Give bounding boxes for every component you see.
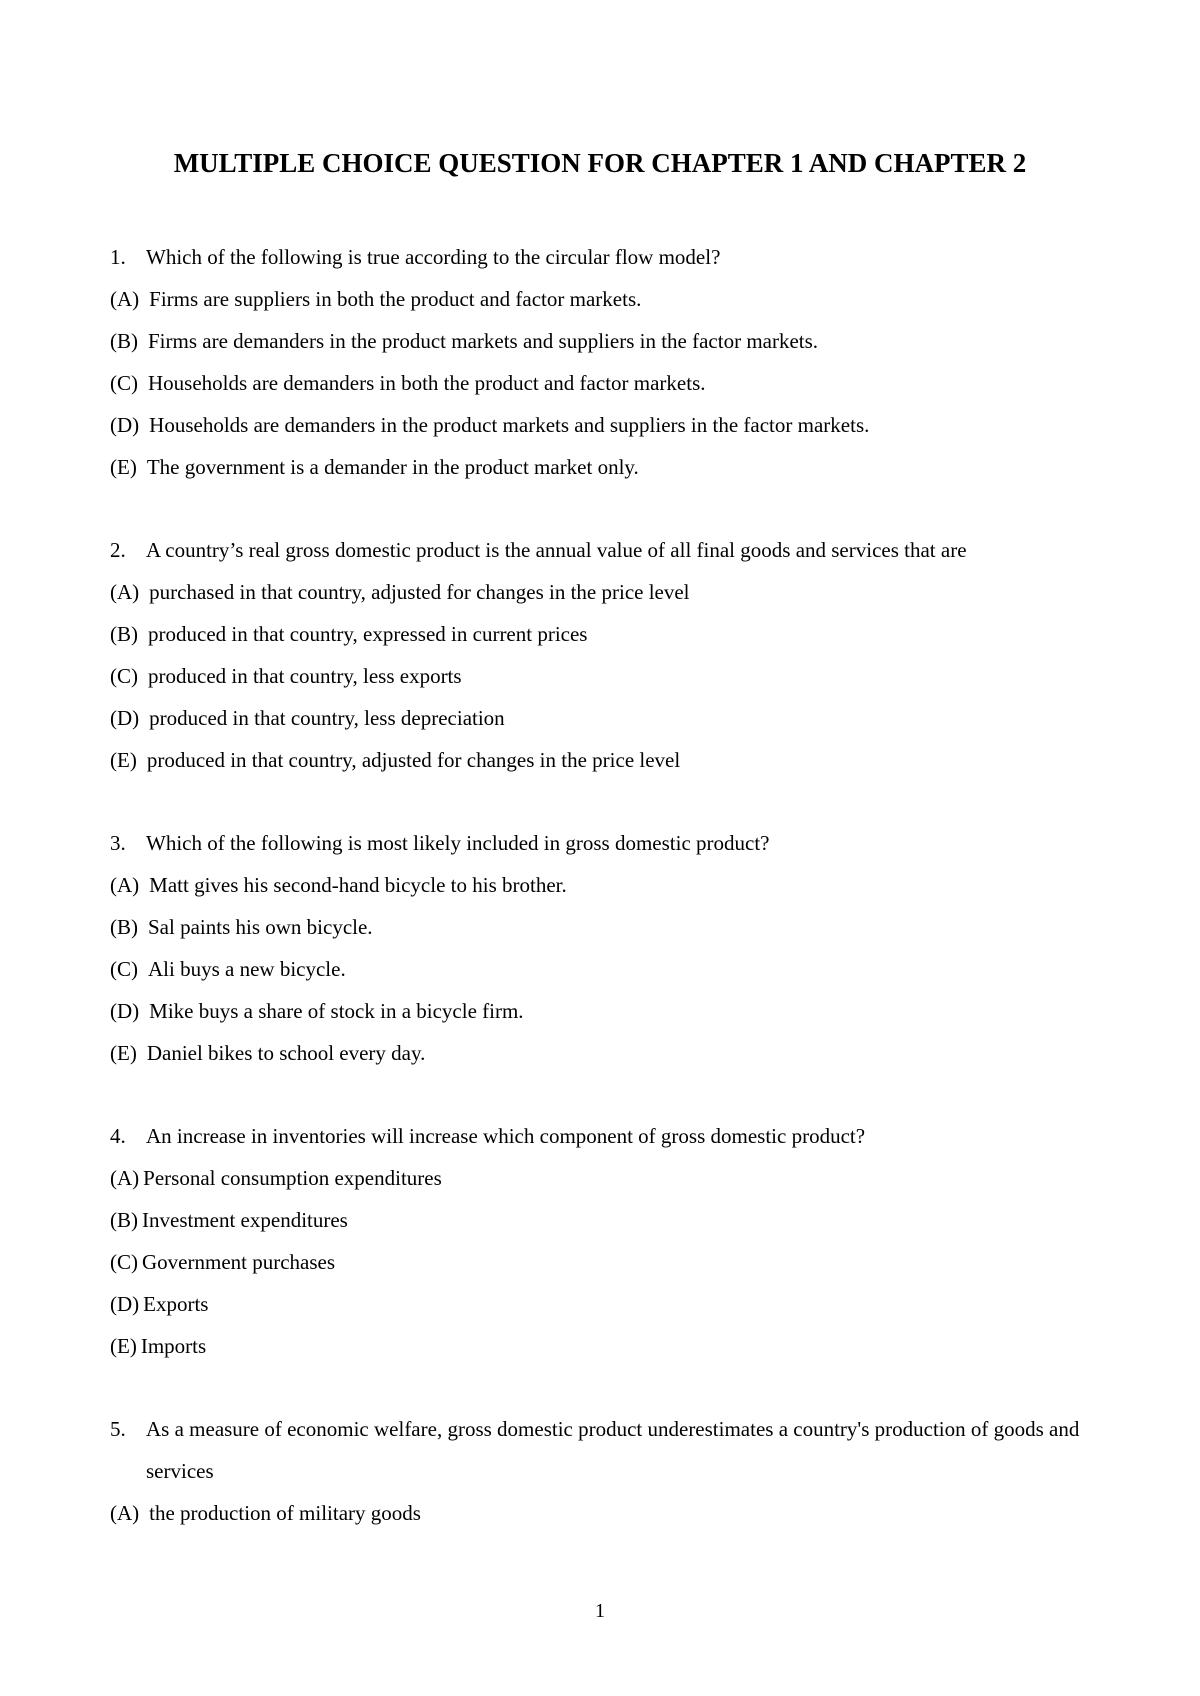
option-text: Households are demanders in the product markets and suppliers in the factor markets. [149, 413, 870, 437]
option-letter: (C) [110, 957, 138, 981]
question-stem [110, 1115, 1130, 1157]
answer-option [110, 1283, 1130, 1325]
answer-option [110, 1032, 1130, 1074]
question-text: As a measure of economic welfare, gross domestic product underestimates a country's production of goods and services [146, 1417, 1080, 1483]
question-2 [110, 529, 1130, 781]
option-text: Ali buys a new bicycle. [148, 957, 346, 981]
answer-option [110, 739, 1130, 781]
option-text: The government is a demander in the product market only. [146, 455, 639, 479]
question-4 [110, 1115, 1130, 1367]
option-text: Exports [143, 1292, 209, 1316]
answer-option [110, 906, 1130, 948]
question-text: Which of the following is most likely included in gross domestic product? [146, 831, 770, 855]
question-number: 3. [110, 831, 126, 855]
question-number: 2. [110, 538, 126, 562]
option-letter: (D) [110, 1292, 140, 1316]
option-letter: (D) [110, 999, 140, 1023]
option-letter: (D) [110, 413, 140, 437]
option-text: Households are demanders in both the product and factor markets. [148, 371, 706, 395]
option-text: Government purchases [142, 1250, 336, 1274]
option-letter: (B) [110, 915, 138, 939]
option-text: purchased in that country, adjusted for changes in the price level [149, 580, 690, 604]
question-number: 5. [110, 1417, 126, 1441]
option-text: produced in that country, less exports [148, 664, 462, 688]
answer-option [110, 655, 1130, 697]
option-letter: (A) [110, 287, 140, 311]
question-stem [110, 529, 1130, 571]
option-letter: (C) [110, 371, 138, 395]
option-letter: (C) [110, 1250, 138, 1274]
option-text: Imports [140, 1334, 207, 1358]
answer-option [110, 1157, 1130, 1199]
option-text: the production of military goods [149, 1501, 421, 1525]
option-text: produced in that country, expressed in current prices [148, 622, 588, 646]
question-3 [110, 822, 1130, 1074]
option-letter: (D) [110, 706, 140, 730]
question-stem [110, 822, 1130, 864]
option-text: Daniel bikes to school every day. [146, 1041, 426, 1065]
question-text: A country’s real gross domestic product is the annual value of all final goods and services that are [146, 538, 967, 562]
answer-option [110, 948, 1130, 990]
question-text: An increase in inventories will increase which component of gross domestic product? [146, 1124, 866, 1148]
option-letter: (C) [110, 664, 138, 688]
option-letter: (E) [110, 1041, 137, 1065]
option-letter: (A) [110, 873, 140, 897]
answer-option [110, 697, 1130, 739]
answer-option [110, 362, 1130, 404]
option-letter: (E) [110, 455, 137, 479]
option-letter: (A) [110, 580, 140, 604]
answer-option [110, 278, 1130, 320]
option-letter: (A) [110, 1501, 140, 1525]
question-5 [110, 1408, 1130, 1534]
answer-option [110, 571, 1130, 613]
option-text: Investment expenditures [142, 1208, 348, 1232]
question-1 [110, 236, 1130, 488]
answer-option [110, 1241, 1130, 1283]
option-text: produced in that country, adjusted for changes in the price level [146, 748, 681, 772]
page-title: MULTIPLE CHOICE QUESTION FOR CHAPTER 1 AND CHAPTER 2 [173, 148, 1027, 178]
option-text: Firms are suppliers in both the product and factor markets. [149, 287, 642, 311]
option-text: Sal paints his own bicycle. [148, 915, 373, 939]
answer-option [110, 613, 1130, 655]
option-text: Personal consumption expenditures [143, 1166, 442, 1190]
answer-option [110, 1492, 1130, 1534]
option-text: Firms are demanders in the product markets and suppliers in the factor markets. [148, 329, 819, 353]
question-text: Which of the following is true according to the circular flow model? [146, 245, 721, 269]
option-text: produced in that country, less depreciation [149, 706, 505, 730]
question-stem [110, 236, 1130, 278]
option-letter: (E) [110, 748, 137, 772]
answer-option [110, 320, 1130, 362]
option-letter: (B) [110, 622, 138, 646]
option-letter: (B) [110, 1208, 138, 1232]
option-letter: (B) [110, 329, 138, 353]
option-letter: (A) [110, 1166, 140, 1190]
answer-option [110, 404, 1130, 446]
option-letter: (E) [110, 1334, 137, 1358]
option-text: Matt gives his second-hand bicycle to his brother. [149, 873, 567, 897]
answer-option [110, 864, 1130, 906]
answer-option [110, 1199, 1130, 1241]
question-number: 1. [110, 245, 126, 269]
answer-option [110, 990, 1130, 1032]
question-stem [110, 1408, 1130, 1492]
question-number: 4. [110, 1124, 126, 1148]
option-text: Mike buys a share of stock in a bicycle firm. [149, 999, 524, 1023]
answer-option [110, 1325, 1130, 1367]
page-number: 1 [595, 1600, 605, 1622]
answer-option [110, 446, 1130, 488]
